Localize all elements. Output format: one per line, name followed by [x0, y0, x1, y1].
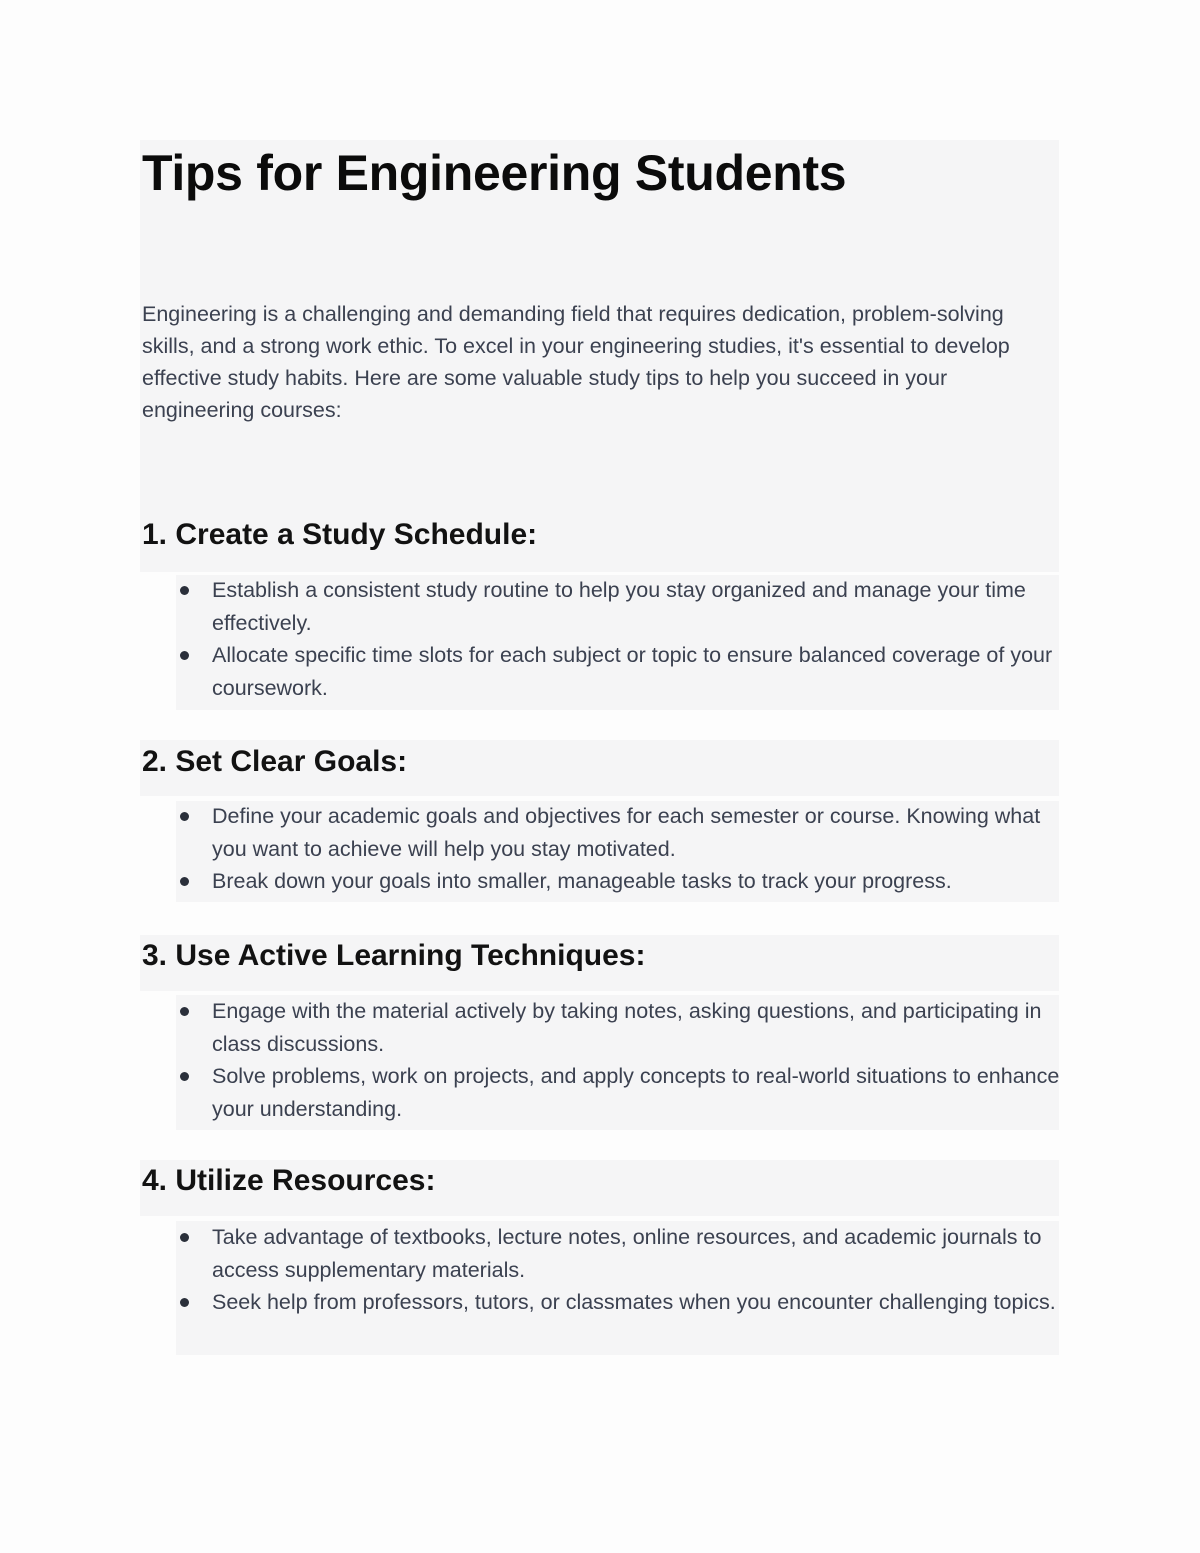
section-2-bullet-list [212, 800, 1062, 898]
list-item-text: Engage with the material actively by taking notes, asking questions, and participating in class discussions. [212, 999, 1042, 1056]
section-heading-clear-goals: 2. Set Clear Goals: [142, 745, 408, 778]
intro-paragraph: Engineering is a challenging and demanding field that requires dedication, problem-solving skills, and a strong work ethic. To excel in your engineering studies, it's essential to develop effective study habits. Here are some valuable study tips to help you succeed in your engineering courses: [142, 302, 1010, 422]
bullet-dot-icon [180, 1007, 189, 1016]
section-1-bullet-list [212, 574, 1062, 704]
section-heading-utilize-resources: 4. Utilize Resources: [142, 1164, 436, 1197]
list-item-text: Allocate specific time slots for each subject or topic to ensure balanced coverage of your coursework. [212, 643, 1053, 700]
section-3-bullet-list [212, 995, 1062, 1125]
page-title: Tips for Engineering Students [142, 145, 847, 201]
list-item-text: Solve problems, work on projects, and apply concepts to real-world situations to enhance your understanding. [212, 1064, 1060, 1121]
bullet-dot-icon [180, 877, 189, 886]
list-item [212, 574, 1062, 639]
list-item [212, 1221, 1062, 1286]
bullet-dot-icon [180, 812, 189, 821]
list-item [212, 1286, 1062, 1319]
list-item-text: Take advantage of textbooks, lecture notes, online resources, and academic journals to access supplementary materials. [212, 1225, 1042, 1282]
list-item [212, 1060, 1062, 1125]
list-item-text: Break down your goals into smaller, manageable tasks to track your progress. [212, 869, 952, 893]
bullet-dot-icon [180, 1233, 189, 1242]
bullet-dot-icon [180, 1298, 189, 1307]
section-heading-active-learning: 3. Use Active Learning Techniques: [142, 939, 646, 972]
bullet-dot-icon [180, 586, 189, 595]
section-heading-study-schedule: 1. Create a Study Schedule: [142, 518, 538, 551]
list-item-text: Define your academic goals and objectives for each semester or course. Knowing what you want to achieve will help you stay motivated. [212, 804, 1041, 861]
list-item [212, 995, 1062, 1060]
list-item [212, 865, 1062, 898]
list-item [212, 639, 1062, 704]
list-item-text: Establish a consistent study routine to help you stay organized and manage your time effectively. [212, 578, 1026, 635]
bullet-dot-icon [180, 651, 189, 660]
section-4-bullet-list [212, 1221, 1062, 1319]
list-item [212, 800, 1062, 865]
list-item-text: Seek help from professors, tutors, or classmates when you encounter challenging topics. [212, 1290, 1056, 1314]
bullet-dot-icon [180, 1072, 189, 1081]
